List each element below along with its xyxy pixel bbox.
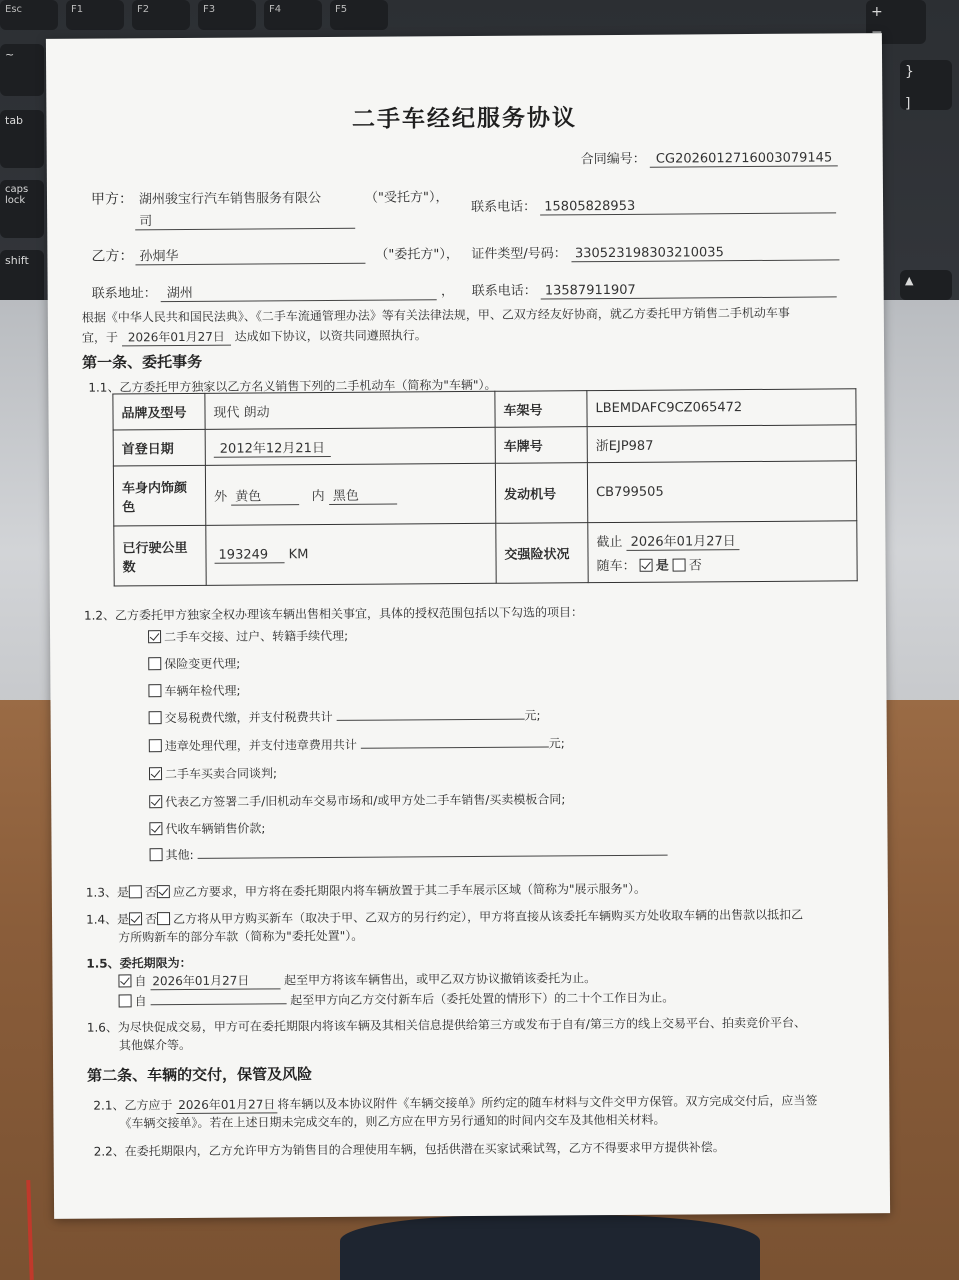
brand-value: 现代 朗动 [205, 391, 495, 429]
engine-label: 发动机号 [495, 463, 587, 524]
party-b-phone-label: 联系电话： [471, 283, 537, 299]
key-f3: F3 [198, 0, 256, 30]
party-b-phone-value: 13587911907 [541, 281, 837, 299]
insurance-label: 交强险状况 [496, 523, 588, 584]
address-comma: ， [440, 284, 455, 300]
auth-checkbox[interactable] [149, 795, 162, 808]
party-b-name: 孙炯华 [135, 244, 365, 266]
term-option-1 [118, 969, 596, 990]
reg-date-value: 2012年12月21日 [214, 436, 331, 457]
key-esc: Esc [0, 0, 58, 30]
party-b-label: 乙方： [91, 248, 134, 265]
document-title: 二手车经纪服务协议 [351, 105, 578, 133]
term-1-checkbox[interactable] [118, 974, 131, 987]
auth-item-label: 其他: [165, 847, 194, 863]
mileage-cell [206, 523, 496, 585]
reg-date-label: 首登日期 [113, 429, 205, 466]
party-a-name-line1: 湖州骏宝行汽车销售服务有限公 [138, 191, 322, 208]
ins-no-label: 否 [688, 558, 702, 574]
clause-1-3-yes-checkbox[interactable] [129, 885, 142, 898]
clause-1-2: 1.2、乙方委托甲方独家全权办理该车辆出售相关事宜，具体的授权范围包括以下勾选的项目： [83, 605, 584, 623]
auth-item-label: 代收车辆销售价款; [165, 821, 266, 837]
ins-until-value: 2026年01月27日 [626, 530, 739, 551]
term-2-from: 自 [134, 994, 147, 1009]
auth-checkbox[interactable] [148, 657, 161, 670]
clause-1-6: 1.6、为尽快促成交易，甲方可在委托期限内将该车辆及其相关信息提供给第三方或发布于自有/第三方的线上交易平台、拍卖竞价平台、 [86, 1015, 806, 1035]
plate-value: 浙EJP987 [587, 425, 856, 463]
party-b-id [471, 240, 839, 263]
color-in-label: 内 [311, 488, 325, 504]
party-b-id-label: 证件类型/号码： [471, 246, 567, 262]
table-row [114, 521, 857, 586]
tax-amount-blank[interactable] [336, 708, 524, 721]
auth-item [149, 819, 265, 837]
term-1-date: 2026年01月27日 [150, 971, 280, 990]
arrow-up-key-icon: ▲ [900, 270, 952, 300]
ins-until-label: 截止 [596, 534, 623, 551]
section-1-title: 第一条、委托事务 [82, 352, 203, 372]
color-cell [205, 463, 495, 525]
auth-checkbox[interactable] [149, 822, 162, 835]
contract-number-label: 合同编号： [580, 151, 646, 168]
mileage-value: 193249 [214, 547, 284, 563]
violation-suffix: 元; [548, 736, 565, 751]
party-a-phone-value: 15805828953 [540, 197, 836, 215]
color-in-value: 黑色 [329, 484, 397, 504]
key-tilde: ~ [0, 44, 44, 96]
vin-value: LBEMDAFC9CZ065472 [587, 389, 856, 427]
ins-with-label: 随车： [596, 558, 636, 575]
auth-checkbox[interactable] [150, 848, 163, 861]
ins-no-checkbox[interactable] [673, 558, 686, 571]
term-1-from: 自 [134, 974, 147, 989]
key-tab: tab [0, 110, 44, 168]
intro-text-b: 达成如下协议，以资共同遵照执行。 [234, 328, 427, 344]
auth-item-label: 保险变更代理; [164, 656, 241, 672]
clause-1-3-yes-label: 1.3、是 [85, 885, 129, 900]
auth-checkbox[interactable] [149, 739, 162, 752]
clause-1-3 [86, 880, 646, 901]
auth-item [149, 764, 277, 782]
contract-number [581, 146, 838, 168]
clause-1-4-line-2: 方所购新车的部分车款（简称为"委托处置"）。 [118, 928, 364, 945]
term-2-date-blank[interactable] [150, 992, 286, 1005]
table-row [113, 389, 856, 430]
clause-1-3-no-label: 否 [144, 885, 158, 900]
auth-item [149, 790, 565, 810]
auth-item-label: 车辆年检代理; [164, 683, 241, 699]
key-brace: } [900, 60, 952, 110]
color-label: 车身内饰颜色 [113, 465, 205, 526]
term-1-text: 起至甲方将该车辆售出，或甲乙双方协议撤销该委托为止。 [284, 971, 597, 988]
clause-1-5: 1.5、委托期限为： [86, 955, 192, 971]
brand-label: 品牌及型号 [113, 393, 205, 430]
term-2-checkbox[interactable] [119, 994, 132, 1007]
intro-line-1: 根据《中华人民共和国民法典》、《二手车流通管理办法》等有关法律法规，甲、乙双方经友好协商，就乙方委托甲方销售二手机动车事 [81, 305, 790, 325]
clause-1-4-yes-checkbox[interactable] [129, 912, 142, 925]
table-row [113, 461, 856, 526]
mileage-unit: KM [288, 546, 309, 562]
clause-1-1: 1.1、乙方委托甲方独家以乙方名义销售下列的二手机动车（简称为"车辆"）。 [88, 377, 497, 395]
clause-1-3-text: 应乙方要求，甲方将在委托期限内将车辆放置于其二手车展示区域（简称为"展示服务"）。 [172, 881, 647, 900]
section-2-title: 第二条、车辆的交付，保管及风险 [87, 1065, 313, 1085]
party-a-role: （"受托方"）， [364, 190, 449, 206]
key-f2: F2 [132, 0, 190, 30]
table-row [113, 425, 856, 466]
term-option-2 [119, 989, 675, 1010]
insurance-with-car [597, 553, 849, 574]
sleeve-shadow [340, 1215, 760, 1280]
intro-text-a: 宜，于 [81, 330, 119, 345]
party-b-phone [472, 277, 837, 300]
vin-label: 车架号 [495, 391, 587, 428]
intro-line-2 [82, 326, 427, 346]
clause-2-1-line-2: 《车辆交接单》。若在上述日期未完成交车的，则乙方应在甲方另行通知的时间内交车及其他相关材料。 [119, 1112, 666, 1131]
party-a-label: 甲方： [90, 191, 134, 208]
auth-checkbox[interactable] [148, 630, 161, 643]
ins-yes-checkbox[interactable] [640, 559, 653, 572]
key-plus: + [866, 0, 926, 44]
address-value: 湖州 [161, 280, 437, 302]
auth-item [148, 627, 348, 645]
contract-paper [46, 33, 890, 1219]
auth-item-label: 交易税费代缴，并支付税费共计 [164, 709, 333, 726]
reg-date-cell [205, 427, 495, 465]
ins-yes-label: 是 [655, 558, 669, 574]
auth-item [150, 843, 668, 864]
auth-item [148, 655, 240, 673]
auth-checkbox[interactable] [148, 684, 161, 697]
insurance-until [596, 529, 848, 551]
clause-2-2: 2.2、在委托期限内，乙方允许甲方为销售目的合理使用车辆，包括供潜在买家试乘试驾，乙方不得要求甲方提供补偿。 [93, 1140, 725, 1159]
clause-2-1-text-a: 2.1、乙方应于 [93, 1098, 173, 1113]
other-blank[interactable] [197, 844, 667, 859]
auth-checkbox[interactable] [149, 711, 162, 724]
color-out-label: 外 [214, 489, 228, 505]
tax-suffix: 元; [524, 708, 541, 723]
party-b-id-value: 330523198303210035 [571, 244, 839, 262]
clause-1-4-yes-label: 1.4、是 [85, 912, 130, 927]
vehicle-info-table [112, 388, 857, 586]
party-b-address [92, 280, 454, 303]
engine-value: CB799505 [587, 461, 856, 523]
clause-1-4-no-label: 否 [145, 912, 158, 927]
auth-item [149, 706, 541, 726]
clause-1-4-text: 乙方将从甲方购买新车（取决于甲、乙双方的另行约定），甲方将直接从该委托车辆购买方处收取车辆的出售款以抵扣乙 [173, 907, 804, 927]
key-shift: shift [0, 250, 44, 308]
party-a-phone [471, 193, 836, 216]
clause-1-3-no-checkbox[interactable] [157, 885, 170, 898]
party-b-role: （"委托方"）， [375, 247, 459, 263]
key-f1: F1 [66, 0, 124, 30]
key-f4: F4 [264, 0, 322, 30]
auth-item-label: 违章处理代理，并支付违章费用共计 [164, 737, 357, 754]
clause-1-4 [86, 906, 803, 928]
key-bracket: ] [905, 96, 911, 112]
intro-date: 2026年01月27日 [122, 328, 231, 347]
party-a-phone-label: 联系电话： [471, 199, 537, 215]
color-out-value: 黄色 [231, 485, 299, 505]
clause-2-1-text-b: 将车辆以及本协议附件《车辆交接单》所约定的随车材料与文件交甲方保管。双方完成交付后，应当签 [277, 1093, 818, 1112]
mileage-label: 已行驶公里数 [114, 525, 206, 586]
clause-2-1-date: 2026年01月27日 [176, 1095, 277, 1114]
plate-label: 车牌号 [495, 427, 587, 464]
auth-item [148, 682, 240, 700]
clause-1-6-line-2: 其他媒介等。 [118, 1037, 191, 1053]
party-a-name-line2: 司 [135, 209, 355, 231]
key-f5: F5 [330, 0, 388, 30]
contract-number-value: CG2026012716003079145 [650, 150, 838, 167]
key-caps-lock: caps lock [0, 180, 44, 238]
clause-1-4-no-checkbox[interactable] [157, 912, 170, 925]
insurance-cell [588, 521, 857, 583]
violation-amount-blank[interactable] [361, 735, 549, 748]
auth-item-label: 二手车交接、过户、转籍手续代理; [164, 628, 349, 645]
term-2-text: 起至甲方向乙方交付新车后（委托处置的情形下）的二十个工作日为止。 [290, 990, 675, 1008]
address-label: 联系地址： [91, 286, 157, 302]
auth-item-label: 二手车买卖合同谈判; [164, 766, 278, 782]
auth-item [149, 734, 565, 754]
auth-item-label: 代表乙方签署二手/旧机动车交易市场和/或甲方处二手车销售/买卖模板合同; [165, 792, 566, 810]
auth-checkbox[interactable] [149, 767, 162, 780]
